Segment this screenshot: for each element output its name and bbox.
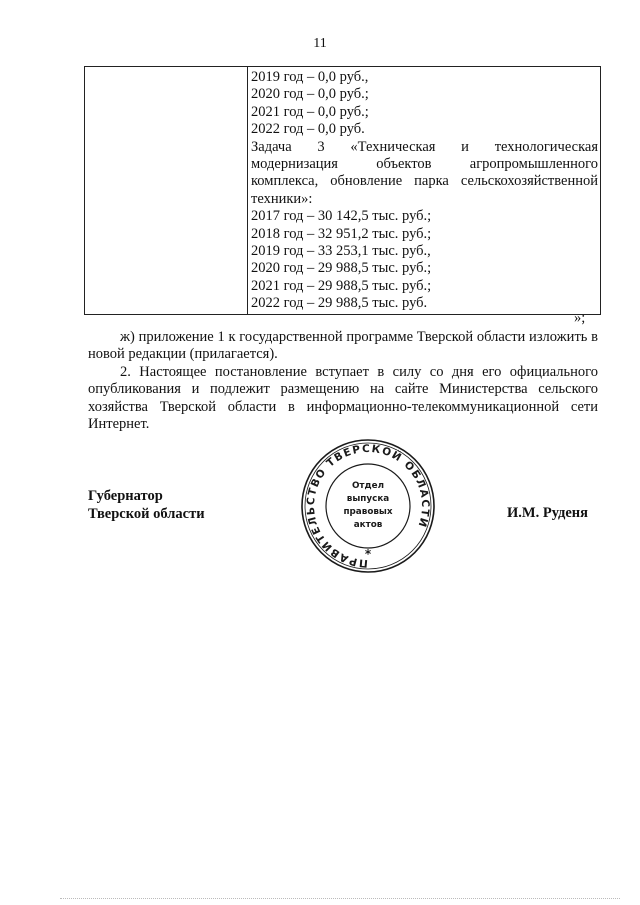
task-title-line: техники»: <box>251 190 313 207</box>
stamp-star-icon: * <box>364 547 372 561</box>
funding-line: 2021 год – 29 988,5 тыс. руб.; <box>251 277 432 294</box>
funding-line: 2017 год – 30 142,5 тыс. руб.; <box>251 208 432 225</box>
funding-line: 2020 год – 29 988,5 тыс. руб.; <box>251 260 432 277</box>
stamp-center-line: выпуска <box>346 494 390 504</box>
signature-name: И.М. Руденя <box>507 505 589 521</box>
page-number: 11 <box>313 36 327 51</box>
stamp-ring-textpath: ПРАВИТЕЛЬСТВО ТВЕРСКОЙ ОБЛАСТИ <box>304 442 432 570</box>
funding-table <box>84 66 601 315</box>
funding-line: 2018 год – 32 951,2 тыс. руб.; <box>251 225 432 242</box>
funding-line: 2019 год – 33 253,1 тыс. руб., <box>251 243 431 260</box>
funding-line: 2021 год – 0,0 руб.; <box>251 103 369 120</box>
signature-position <box>88 487 205 523</box>
official-stamp <box>300 438 436 574</box>
closing-quote-mark: »; <box>574 310 586 326</box>
funding-line: 2022 год – 0,0 руб. <box>251 121 365 138</box>
signature-position-line: Тверской области <box>88 506 205 522</box>
task-title-line: модернизация объектов агропромышленного <box>251 156 598 173</box>
paragraph-item-g <box>88 329 598 364</box>
task-title-line: Задача 3 «Техническая и технологическая <box>251 138 598 155</box>
funding-line: 2022 год – 29 988,5 тыс. руб. <box>251 295 428 312</box>
table-row <box>85 67 601 315</box>
stamp-center-line: правовых <box>343 507 393 517</box>
funding-line: 2020 год – 0,0 руб.; <box>251 86 369 103</box>
table-left-cell <box>85 67 248 315</box>
stamp-center-line: Отдел <box>351 481 385 491</box>
signature-position-line: Губернатор <box>88 488 163 504</box>
task-title-line: комплекса, обновление парка сельскохозяйственной <box>251 173 598 190</box>
paragraph-2 <box>88 364 598 434</box>
scan-edge-divider <box>60 898 620 900</box>
paragraph-text: ж) приложение 1 к государственной программе Тверской области изложить в новой редакции (прилагается). <box>88 329 598 363</box>
stamp-inner-ring <box>326 464 410 548</box>
stamp-center-line: актов <box>353 520 383 530</box>
funding-line: 2019 год – 0,0 руб., <box>251 69 369 85</box>
table-right-cell <box>248 67 601 315</box>
paragraph-text: 2. Настоящее постановление вступает в силу со дня его официального опубликования и подлежит размещению на сайте Министерства сельского хозяйства Тверской области в информационно-телекоммуникационной сети Интернет. <box>88 364 598 433</box>
